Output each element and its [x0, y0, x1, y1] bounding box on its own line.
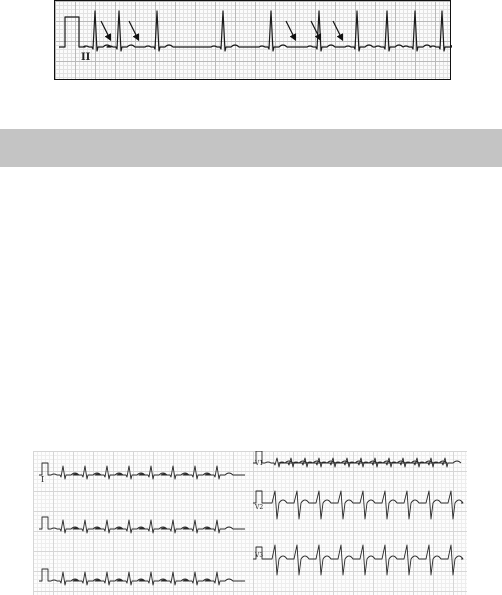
ecg-waveform-left-row-2 [39, 517, 245, 533]
section-band [0, 129, 502, 167]
ecg-waveform-left-row-3 [39, 569, 245, 585]
ecg-waveform-lead-ii [59, 11, 452, 51]
ecg-rhythm-strip-top [54, 0, 451, 80]
lead-label-i: I [41, 475, 45, 484]
ecg-waveform-right-row-1 [253, 451, 461, 467]
arrow-down-right-icon [286, 21, 295, 39]
lead-label-v3: V3 [255, 552, 264, 559]
ecg-12-lead-excerpt [33, 451, 467, 595]
ecg-trace-bottom [33, 451, 467, 595]
ecg-waveform-right-row-2 [253, 491, 463, 519]
ecg-trace-top [55, 1, 452, 81]
arrow-down-right-icon [129, 21, 138, 39]
arrow-down-right-icon [333, 21, 342, 39]
ecg-waveform-left-row-1 [39, 463, 245, 479]
lead-label-ii: II [81, 52, 91, 63]
arrow-down-right-icon [101, 21, 110, 39]
lead-label-v2: V2 [255, 504, 264, 511]
lead-label-v1: V1 [255, 460, 264, 467]
ecg-waveform-right-row-3 [253, 545, 463, 575]
